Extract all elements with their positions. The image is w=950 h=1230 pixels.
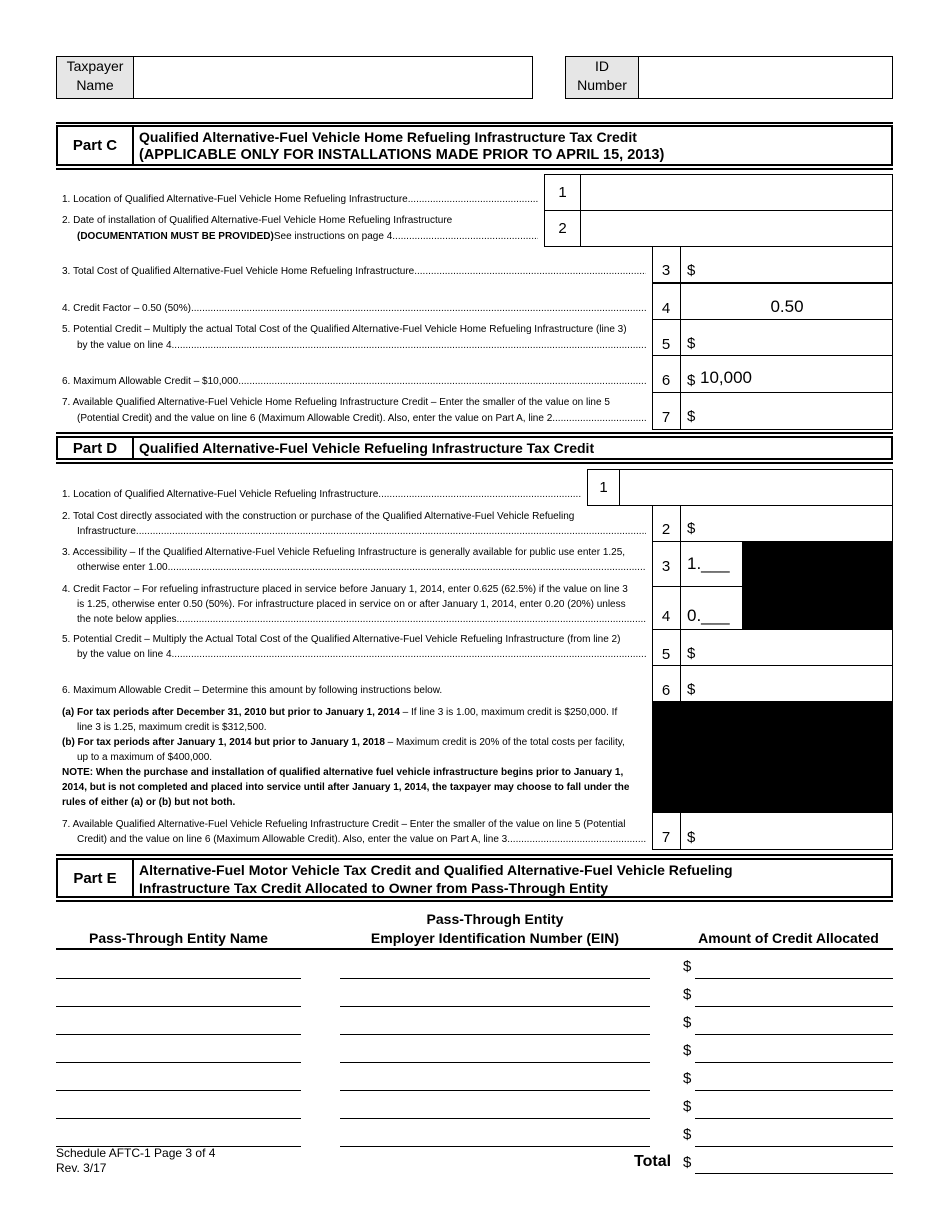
amount-field[interactable] — [695, 1006, 893, 1007]
part-d-line5-text-b: by the value on line 4 ..... — [77, 648, 646, 662]
entity-ein-field[interactable] — [340, 1006, 650, 1007]
taxpayer-label-line1: Taxpayer — [66, 58, 124, 74]
part-c-line1-field[interactable] — [580, 174, 893, 211]
amount-dollar: $ — [683, 1042, 692, 1059]
footer-page: Schedule AFTC-1 Page 3 of 4 — [56, 1146, 216, 1160]
part-d-line4-text-b: is 1.25, otherwise enter 0.50 (50%). For infrastructure placed in service on or after January 1, 2014, enter 0.20 (20%) unless — [77, 599, 626, 610]
id-number-label — [566, 57, 639, 98]
part-c-line6-value: 10,000 — [700, 368, 752, 387]
part-c-title: Qualified Alternative-Fuel Vehicle Home Refueling Infrastructure Tax Credit — [139, 129, 637, 145]
part-d-line4-value[interactable]: 0.___ — [687, 606, 730, 625]
part-c-line5-dollar: $ — [687, 335, 696, 352]
part-c-line6-number: 6 — [661, 371, 671, 389]
entity-name-field[interactable] — [56, 1034, 301, 1035]
amount-dollar: $ — [683, 1126, 692, 1143]
id-number-field[interactable] — [639, 57, 892, 98]
part-c-line6-text: 6. Maximum Allowable Credit – $10,000 ..... — [62, 375, 646, 389]
id-label-line1: ID — [595, 58, 609, 74]
part-d-line7-text-b: Credit) and the value on line 6 (Maximum Allowable Credit). Also, enter the value on Part A, line 3 ..... — [77, 833, 646, 847]
part-d-line3-text: 3. Accessibility – If the Qualified Alternative-Fuel Vehicle Refueling Infrastructure is generally available for public use enter 1.25, — [62, 547, 626, 558]
entity-ein-field[interactable] — [340, 1062, 650, 1063]
part-e-label: Part E — [56, 858, 134, 898]
part-d-line7-number: 7 — [661, 828, 671, 846]
id-number-box — [565, 56, 893, 99]
part-c-line6-dollar: $ — [687, 372, 696, 389]
part-c-line2-number: 2 — [544, 210, 581, 247]
part-c-line3-text: 3. Total Cost of Qualified Alternative-Fuel Vehicle Home Refueling Infrastructure ..... — [62, 265, 646, 279]
amount-field[interactable] — [695, 1090, 893, 1091]
amount-field[interactable] — [695, 1146, 893, 1147]
part-d-note-1: NOTE: When the purchase and installation of qualified alternative fuel vehicle infrastructure begins prior to January 1, — [62, 767, 624, 778]
part-d-note-3: rules of either (a) or (b) but not both. — [62, 797, 236, 808]
amount-dollar: $ — [683, 986, 692, 1003]
part-d-line3-number: 3 — [661, 557, 671, 575]
part-c-line4-number: 4 — [661, 299, 671, 317]
total-label: Total — [634, 1153, 672, 1170]
col-header-name: Pass-Through Entity Name — [89, 930, 268, 946]
part-d-note-b: (b) For tax periods after January 1, 2014 but prior to January 1, 2018 – Maximum credit is 20% of the total costs per facility, — [62, 737, 625, 748]
part-c-line7-text: 7. Available Qualified Alternative-Fuel Vehicle Home Refueling Infrastructure Credit – Enter the smaller of the value on line 5 — [62, 397, 610, 408]
amount-field[interactable] — [695, 1062, 893, 1063]
part-d-line1-text: 1. Location of Qualified Alternative-Fuel Vehicle Refueling Infrastructure ..... — [62, 488, 581, 502]
part-c-line1-number: 1 — [544, 174, 581, 211]
col-header-ein-2: Employer Identification Number (EIN) — [370, 930, 620, 946]
amount-dollar: $ — [683, 1070, 692, 1087]
part-c-line2-field[interactable] — [580, 210, 893, 247]
total-dollar: $ — [683, 1154, 692, 1171]
part-c-title-box — [134, 125, 893, 166]
entity-ein-field[interactable] — [340, 1034, 650, 1035]
part-d-line7-dollar: $ — [687, 829, 696, 846]
part-d-line2-number: 2 — [661, 520, 671, 538]
part-d-line3-text-b: otherwise enter 1.00 ..... — [77, 561, 646, 575]
amount-dollar: $ — [683, 958, 692, 975]
amount-field[interactable] — [695, 1118, 893, 1119]
entity-ein-field[interactable] — [340, 1118, 650, 1119]
part-d-line6-dollar: $ — [687, 681, 696, 698]
total-field[interactable] — [695, 1173, 893, 1174]
part-c-line2-text: 2. Date of installation of Qualified Alternative-Fuel Vehicle Home Refueling Infrastructure — [62, 215, 453, 226]
part-d-line5-text: 5. Potential Credit – Multiply the Actual Total Cost of the Qualified Alternative-Fuel Vehicle Refueling Infrastructure (from line 2) — [62, 634, 621, 645]
part-c-line3-dollar: $ — [687, 262, 696, 279]
entity-name-field[interactable] — [56, 1118, 301, 1119]
part-d-line4-text-c: the note below applies ..... — [77, 613, 646, 627]
part-c-line7-number: 7 — [661, 408, 671, 426]
part-d-line7-text: 7. Available Qualified Alternative-Fuel Vehicle Refueling Infrastructure Credit – Enter the smaller of the value on line 5 (Potential — [62, 819, 626, 830]
part-d-line1-number: 1 — [587, 469, 620, 506]
part-d-line2-text: 2. Total Cost directly associated with the construction or purchase of the Qualified Alternative-Fuel Vehicle Refueling — [62, 511, 575, 522]
col-header-amount: Amount of Credit Allocated — [698, 930, 879, 946]
part-c-line7-dollar: $ — [687, 408, 696, 425]
entity-name-field[interactable] — [56, 1006, 301, 1007]
part-c-line7-text-b: (Potential Credit) and the value on line 6 (Maximum Allowable Credit). Also, enter the value on Part A, line 2 ..... — [77, 412, 646, 426]
part-d-line1-field[interactable] — [619, 469, 893, 506]
part-d-line6-number: 6 — [661, 681, 671, 699]
part-e-title-box — [134, 858, 893, 898]
part-c-line5-number: 5 — [661, 335, 671, 353]
entity-ein-field[interactable] — [340, 1146, 650, 1147]
part-c-line5-text-b: by the value on line 4 ..... — [77, 339, 646, 353]
footer-rev: Rev. 3/17 — [56, 1161, 107, 1175]
part-c-line1-text: 1. Location of Qualified Alternative-Fuel Vehicle Home Refueling Infrastructure ..... — [62, 193, 538, 207]
part-d-note-b-2: up to a maximum of $400,000. — [77, 752, 213, 763]
part-e-subtitle: Infrastructure Tax Credit Allocated to Owner from Pass-Through Entity — [139, 880, 609, 896]
part-c-line5-text: 5. Potential Credit – Multiply the actual Total Cost of the Qualified Alternative-Fuel Vehicle Home Refueling Infrastructure (line 3) — [62, 324, 627, 335]
taxpayer-name-label — [57, 57, 134, 98]
part-d-shaded-block-1 — [742, 542, 893, 629]
part-d-line5-dollar: $ — [687, 645, 696, 662]
entity-ein-field[interactable] — [340, 1090, 650, 1091]
part-d-shaded-block-2 — [652, 701, 893, 813]
amount-dollar: $ — [683, 1014, 692, 1031]
part-e-title: Alternative-Fuel Motor Vehicle Tax Credit and Qualified Alternative-Fuel Vehicle Refueling — [139, 862, 733, 878]
part-d-note-a-2: line 3 is 1.25, maximum credit is $312,500. — [77, 722, 267, 733]
taxpayer-name-box — [56, 56, 533, 99]
part-c-label: Part C — [56, 125, 134, 166]
part-c-line2-text-b: (DOCUMENTATION MUST BE PROVIDED) See instructions on page 4 ..... — [77, 230, 538, 244]
part-c-subtitle: (APPLICABLE ONLY FOR INSTALLATIONS MADE PRIOR TO APRIL 15, 2013) — [139, 147, 665, 163]
part-c-line4-text: 4. Credit Factor – 0.50 (50%) ..... — [62, 302, 646, 316]
part-d-line5-number: 5 — [661, 645, 671, 663]
part-d-title-box — [134, 436, 893, 460]
part-d-line6-text: 6. Maximum Allowable Credit – Determine this amount by following instructions below. — [62, 685, 443, 696]
part-d-line3-value[interactable]: 1.___ — [687, 554, 730, 573]
taxpayer-label-line2: Name — [76, 77, 114, 93]
part-d-title: Qualified Alternative-Fuel Vehicle Refueling Infrastructure Tax Credit — [139, 440, 595, 456]
part-d-line2-dollar: $ — [687, 520, 696, 537]
amount-dollar: $ — [683, 1098, 692, 1115]
taxpayer-name-field[interactable] — [134, 57, 532, 98]
entity-name-field[interactable] — [56, 978, 301, 979]
id-label-line2: Number — [577, 77, 627, 93]
part-c-line3-number: 3 — [661, 261, 671, 279]
part-d-note-2: 2014, but is not completed and placed into service until after January 1, 2014, the taxpayer may choose to fall under the — [62, 782, 630, 793]
part-d-line2-text-b: Infrastructure ..... — [77, 525, 646, 539]
part-c-line4-value: 0.50 — [770, 297, 804, 316]
amount-field[interactable] — [695, 978, 893, 979]
col-header-ein-1: Pass-Through Entity — [426, 911, 564, 927]
part-d-line4-number: 4 — [661, 607, 671, 625]
part-d-line4-text: 4. Credit Factor – For refueling infrastructure placed in service before January 1, 2014, enter 0.625 (62.5%) if the value on line 3 — [62, 584, 628, 595]
entity-name-field[interactable] — [56, 1090, 301, 1091]
part-d-note-a: (a) For tax periods after December 31, 2010 but prior to January 1, 2014 – If line 3 is 1.00, maximum credit is $250,000. If — [62, 707, 618, 718]
part-d-label: Part D — [56, 436, 134, 460]
entity-name-field[interactable] — [56, 1062, 301, 1063]
amount-field[interactable] — [695, 1034, 893, 1035]
entity-ein-field[interactable] — [340, 978, 650, 979]
